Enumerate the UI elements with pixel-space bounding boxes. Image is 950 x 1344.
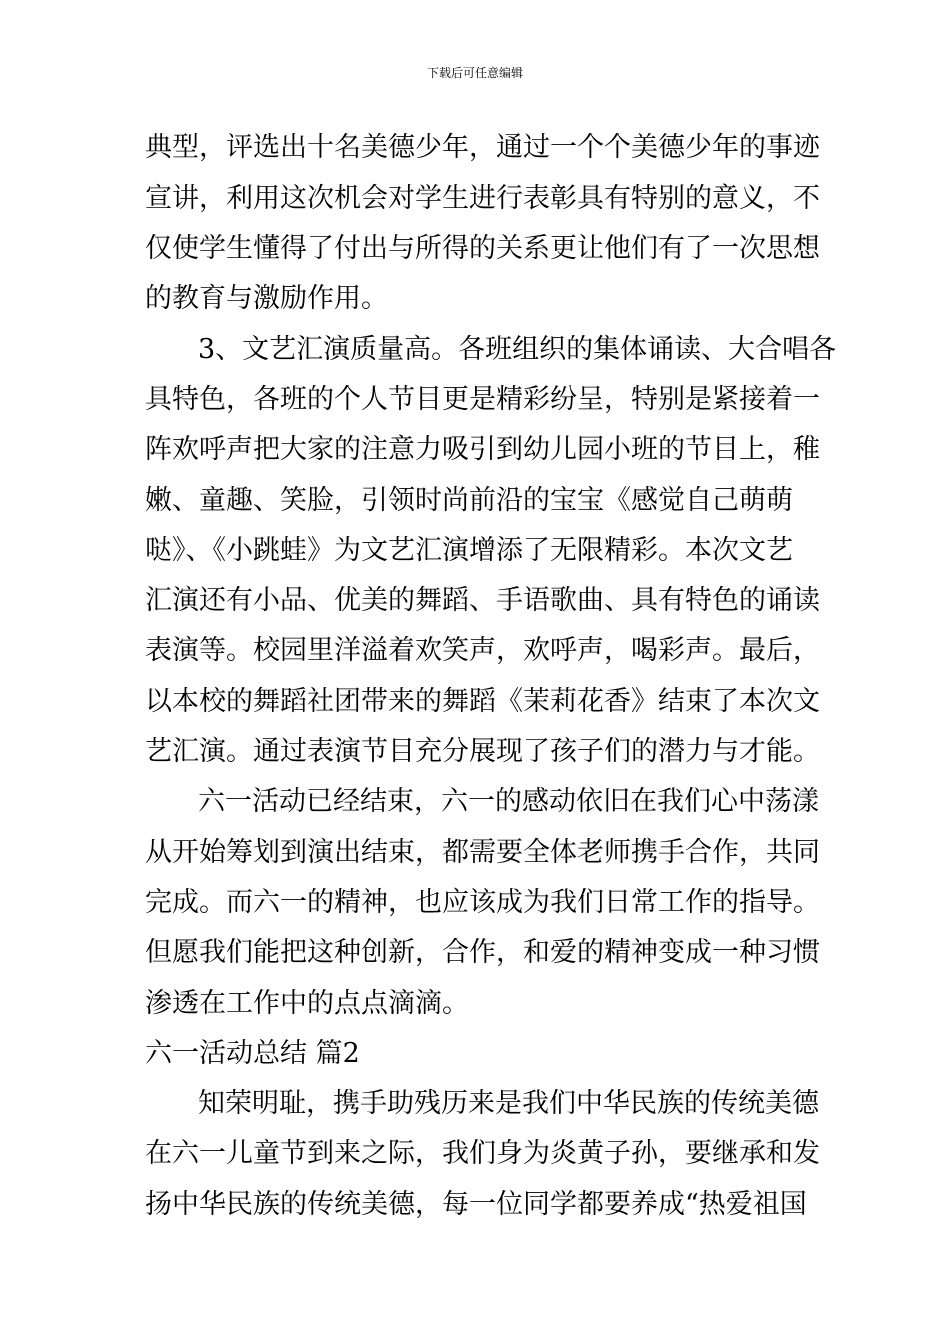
text-line: 哒》、《小跳蛙》为文艺汇演增添了无限精彩。本次文艺 xyxy=(145,535,793,566)
text-line: 仅使学生懂得了付出与所得的关系更让他们有了一次思想 xyxy=(145,233,820,264)
text-line: 典型，评选出十名美德少年，通过一个个美德少年的事迹 xyxy=(145,132,820,163)
text-line: 扬中华民族的传统美德，每一位同学都要养成“热爱祖国 xyxy=(145,1189,807,1220)
text-line: 具特色，各班的个人节目更是精彩纷呈，特别是紧接着一 xyxy=(145,384,820,415)
text-line: 完成。而六一的精神，也应该成为我们日常工作的指导。 xyxy=(145,887,820,918)
text-line: 以本校的舞蹈社团带来的舞蹈《茉莉花香》结束了本次文 xyxy=(145,686,820,717)
paragraph-start-line: 知荣明耻，携手助残历来是我们中华民族的传统美德 xyxy=(198,1088,819,1119)
text-line: 表演等。校园里洋溢着欢笑声，欢呼声，喝彩声。最后， xyxy=(145,635,820,666)
text-line: 艺汇演。通过表演节目充分展现了孩子们的潜力与才能。 xyxy=(145,736,820,767)
page-header-note: 下载后可任意编辑 xyxy=(426,66,523,80)
text-line: 从开始筹划到演出结束，都需要全体老师携手合作，共同 xyxy=(145,837,820,868)
paragraph-start-line: 3、文艺汇演质量高。各班组织的集体诵读、大合唱各 xyxy=(198,334,837,365)
text-line: 渗透在工作中的点点滴滴。 xyxy=(145,988,469,1019)
text-line: 在六一儿童节到来之际，我们身为炎黄子孙，要继承和发 xyxy=(145,1138,820,1169)
paragraph-start-line: 六一活动已经结束，六一的感动依旧在我们心中荡漾 xyxy=(198,786,819,817)
section-heading: 六一活动总结 篇2 xyxy=(145,1038,360,1069)
text-line: 但愿我们能把这种创新，合作，和爱的精神变成一种习惯 xyxy=(145,937,820,968)
text-line: 嫩、童趣、笑脸，引领时尚前沿的宝宝《感觉自己萌萌 xyxy=(145,485,793,516)
text-line: 的教育与激励作用。 xyxy=(145,283,388,314)
text-line: 阵欢呼声把大家的注意力吸引到幼儿园小班的节目上，稚 xyxy=(145,434,820,465)
text-line: 宣讲，利用这次机会对学生进行表彰具有特别的意义，不 xyxy=(145,183,820,214)
text-line: 汇演还有小品、优美的舞蹈、手语歌曲、具有特色的诵读 xyxy=(145,585,820,616)
